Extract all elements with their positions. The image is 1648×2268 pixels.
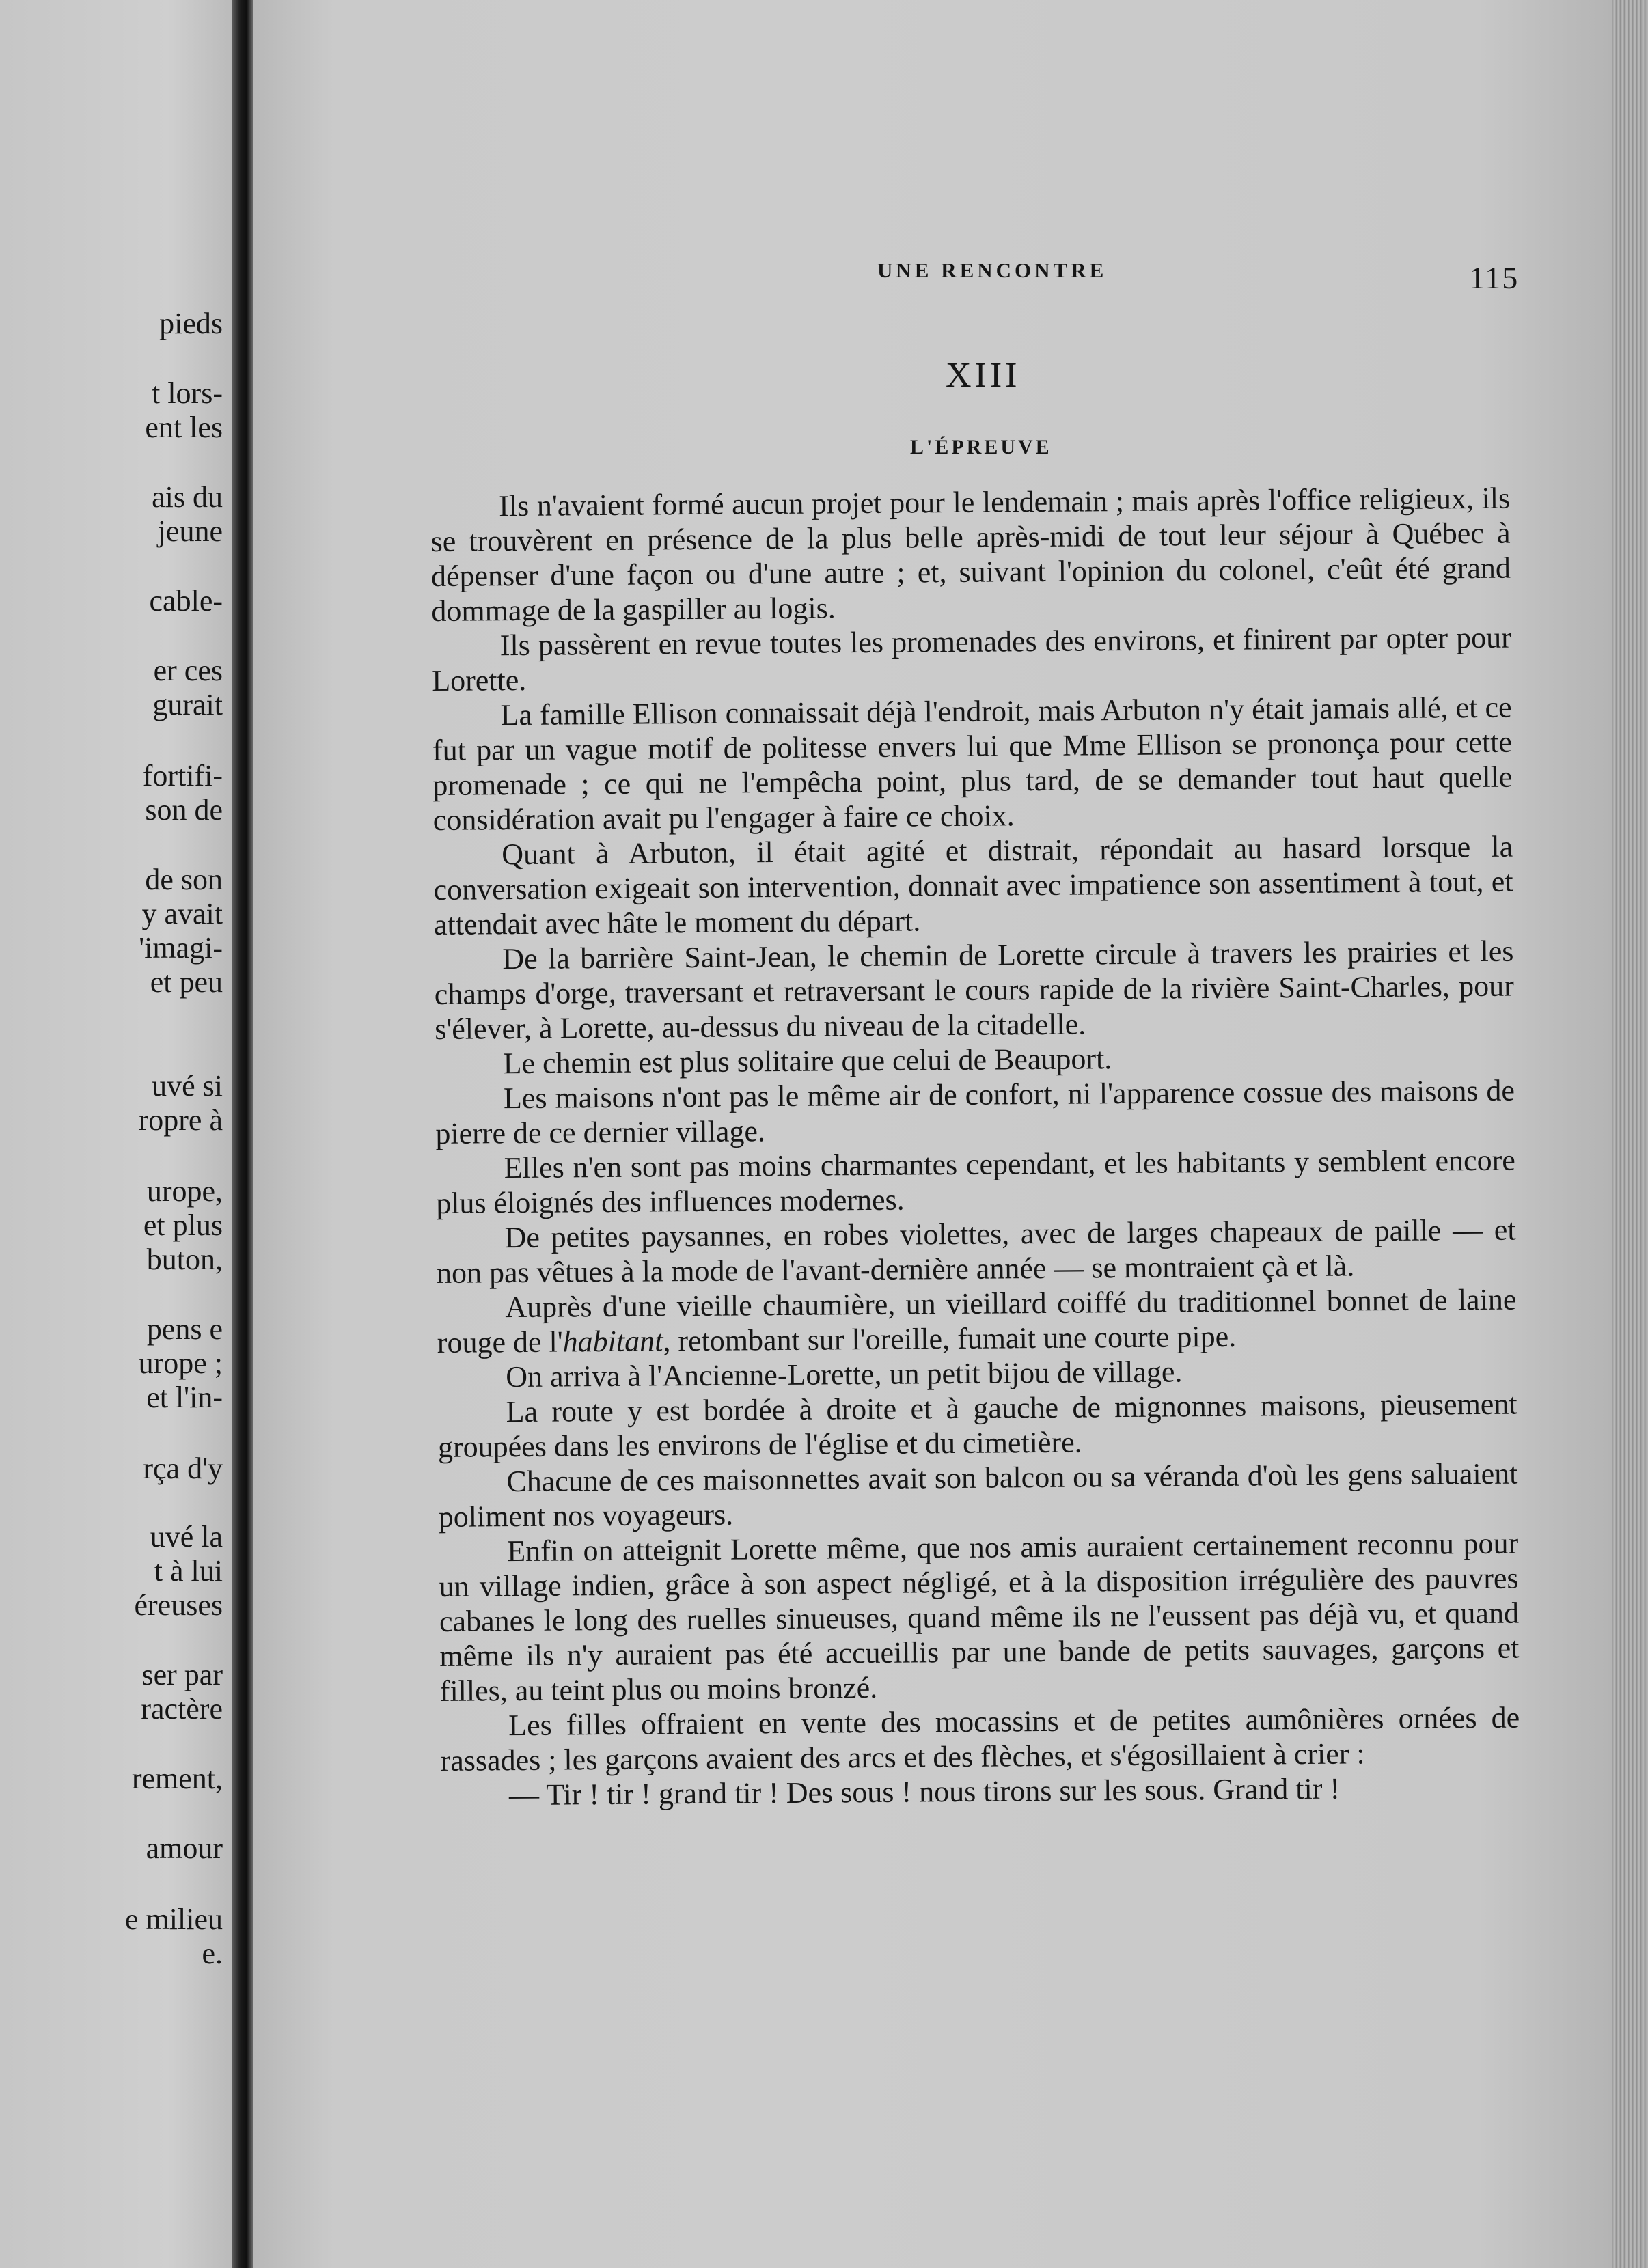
left-page-fragment: uvé si — [152, 1069, 223, 1103]
paragraph-habitant-end: , retombant sur l'oreille, fumait une courte pipe. — [663, 1319, 1237, 1358]
left-page-fragment: buton, — [146, 1243, 223, 1276]
paragraph: — Tir ! tir ! grand tir ! Des sous ! nous tirons sur les sous. Grand tir ! — [508, 1771, 1341, 1812]
left-page-fragment: de son — [145, 863, 223, 896]
body-text — [430, 481, 1520, 1813]
paragraph: Enfin on atteignit Lorette même, que nos amis auraient certainement reconnu pour un village indien, grâce à son aspect négligé, et à la disposition irrégulière des pauvres cabanes le long des ruelles sinueuses, quand même ils ne l'eussent pas déjà vu, et quand même ils n'y auraient pas été accueillis par une bande de petits sauvages, garçons et filles, au teint plus ou moins bronzé. — [439, 1526, 1520, 1708]
left-page-fragment: et l'in- — [146, 1381, 223, 1414]
left-page-fragment: rement, — [131, 1762, 223, 1795]
left-page-fragment: e. — [202, 1937, 223, 1970]
left-page-fragment: uvé la — [150, 1520, 223, 1553]
left-page-fragment: et peu — [150, 965, 223, 999]
paragraph: Le chemin est plus solitaire que celui de Beauport. — [503, 1042, 1112, 1081]
left-page-fragment: son de — [145, 793, 223, 827]
paragraph: La famille Ellison connaissait déjà l'endroit, mais Arbuton n'y était jamais allé, et ce fut par un vague motif de politesse envers lui que Mme Ellison se prononça pour cette promenade ; ce qui ne l'empêcha point, plus tard, de se demander tout haut quelle considération avait pu l'engager à faire ce choix. — [432, 690, 1513, 837]
left-page-fragment: urope, — [146, 1174, 223, 1208]
left-page-fragment: ropre à — [138, 1103, 223, 1137]
paragraph: Ils n'avaient formé aucun projet pour le lendemain ; mais après l'office religieux, ils se trouvèrent en présence de la plus belle après-midi de tout leur séjour à Québec à dépenser d'une façon ou d'une autre ; et, suivant l'opinion du colonel, c'eût été grand dommage de la gaspiller au logis. — [430, 481, 1511, 628]
left-facing-page — [0, 0, 241, 2268]
habitant-italic: habitant — [562, 1324, 663, 1359]
left-page-fragment: rça d'y — [143, 1452, 223, 1485]
left-page-fragment: e milieu — [125, 1903, 223, 1936]
left-page-fragment: ent les — [145, 411, 223, 444]
paragraph: Ils passèrent en revue toutes les promenades des environs, et finirent par opter pour Lorette. — [432, 620, 1511, 697]
left-page-fragment: jeune — [157, 514, 223, 548]
book-gutter — [232, 0, 253, 2268]
left-page-fragment: ractère — [141, 1692, 223, 1726]
paragraph: La route y est bordée à droite et à gauche de mignonnes maisons, pieusement groupées dans les environs de l'église et du cimetière. — [437, 1387, 1517, 1464]
left-page-fragment: gurait — [152, 688, 223, 721]
chapter-number: XIII — [946, 356, 1021, 395]
paragraph: Chacune de ces maisonnettes avait son balcon ou sa véranda d'où les gens saluaient poliment nos voyageurs. — [438, 1456, 1518, 1534]
left-page-fragment: t lors- — [152, 376, 223, 410]
left-page-fragment: amour — [146, 1831, 223, 1865]
paragraph-habitant — [437, 1282, 1517, 1360]
left-page-fragment: et plus — [143, 1208, 223, 1242]
left-page-fragment: y avait — [141, 897, 223, 930]
paragraph: De petites paysannes, en robes violettes, avec de larges chapeaux de paille — et non pas vêtues à la mode de l'avant-dernière année — se montraient çà et là. — [436, 1213, 1516, 1290]
left-page-fragment: ais du — [152, 480, 223, 514]
running-head: UNE RENCONTRE — [877, 258, 1108, 282]
paragraph: Les filles offraient en vente des mocassins et de petites aumônières ornées de rassades ; les garçons avaient des arcs et des flèches, et s'égosillaient à crier : — [440, 1700, 1520, 1778]
left-page-fragment: fortifi- — [142, 759, 223, 792]
paragraph: De la barrière Saint-Jean, le chemin de Lorette circule à travers les prairies et les champs d'orge, traversant et retraversant le cours rapide de la rivière Saint-Charles, pour s'élever, à Lorette, au-dessus du niveau de la citadelle. — [434, 934, 1514, 1046]
paragraph-habitant-start: Auprès d'une vieille chaumière, un vieillard coiffé du traditionnel bonnet de laine rouge de l' — [437, 1282, 1517, 1359]
chapter-title: L'ÉPREUVE — [910, 436, 1052, 458]
left-page-fragment: pens e — [146, 1312, 223, 1346]
left-page-fragment: cable- — [149, 584, 223, 618]
page-number: 115 — [1469, 260, 1520, 295]
paragraph: Quant à Arbuton, il était agité et distrait, répondait au hasard lorsque la conversation exigeait son intervention, donnait avec impatience son assentiment à tout, et attendait avec hâte le moment du départ. — [433, 829, 1513, 941]
left-page-fragment: pieds — [159, 307, 223, 340]
left-page-fragment: t à lui — [154, 1554, 223, 1588]
left-page-fragment: 'imagi- — [139, 931, 223, 965]
left-page-fragment: éreuses — [134, 1588, 223, 1622]
left-page-fragment: ser par — [141, 1658, 223, 1691]
paragraph: Les maisons n'ont pas le même air de confort, ni l'apparence cossue des maisons de pierre de ce dernier village. — [435, 1073, 1515, 1150]
left-page-fragment: urope ; — [138, 1346, 223, 1380]
paragraph: On arriva à l'Ancienne-Lorette, un petit bijou de village. — [506, 1355, 1183, 1394]
paragraph: Elles n'en sont pas moins charmantes cependant, et les habitants y semblent encore plus éloignés des influences modernes. — [436, 1143, 1515, 1220]
left-page-fragment: er ces — [153, 654, 223, 687]
page-stack-edge — [1612, 0, 1648, 2268]
